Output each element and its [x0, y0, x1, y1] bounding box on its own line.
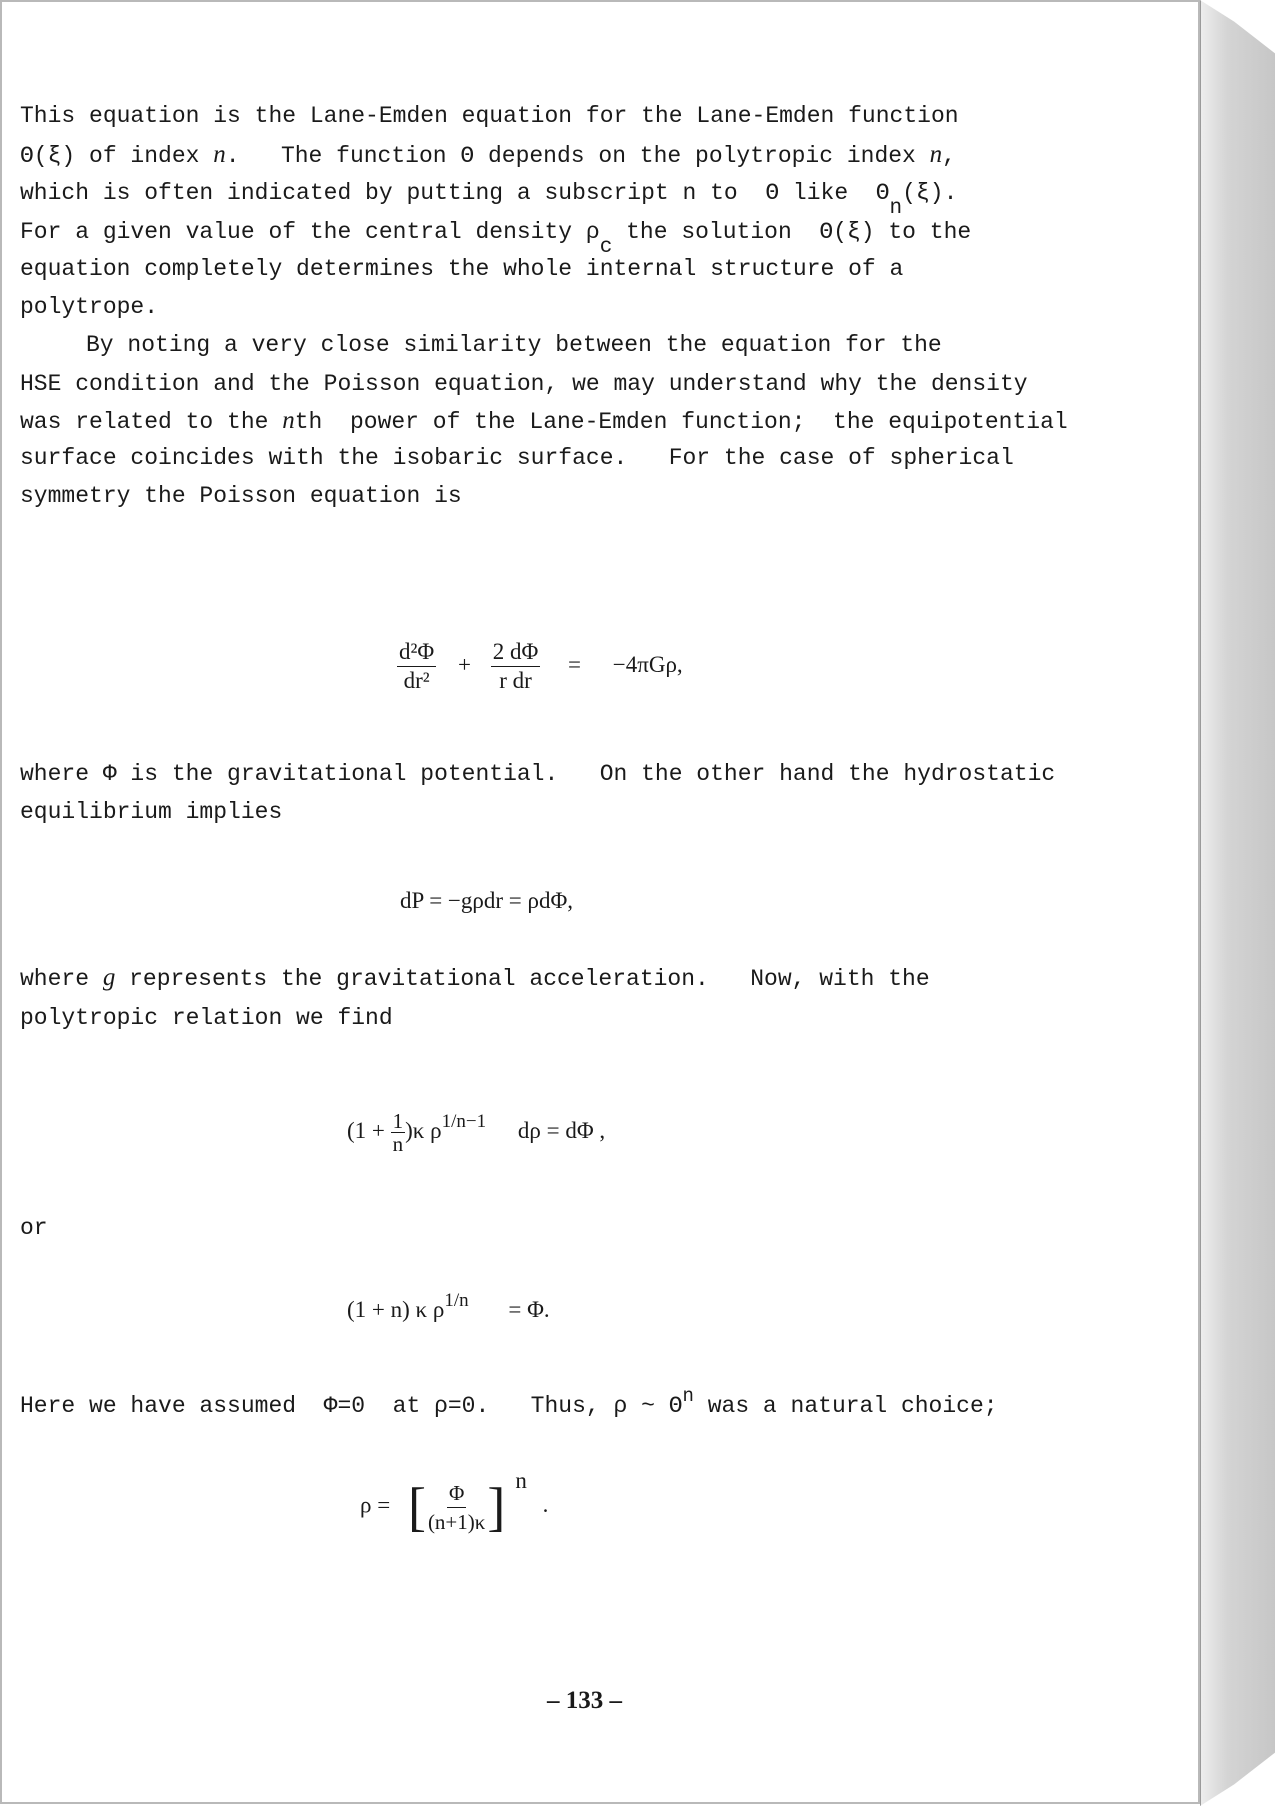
- fraction-2dphi-rdr: $\frac{2 d\Phi}{\text{r dr}}$: [492, 639, 539, 693]
- text-line: was related to the nth power of the Lane-Emden function; the equipotential: [20, 407, 1068, 435]
- fraction-1-over-n: $\frac{1}{n}$: [392, 1109, 404, 1156]
- text-line: surface coincides with the isobaric surface. For the case of spherical: [20, 445, 1014, 471]
- page-stack-edge: [1200, 0, 1275, 1806]
- text-line: Θ(ξ) of index n. The function Θ depends on the polytropic index n,: [20, 141, 956, 169]
- text-line: equation completely determines the whole internal structure of a: [20, 256, 904, 282]
- text-line: polytropic relation we find: [20, 1005, 393, 1031]
- text-line: Here we have assumed Φ=0 at ρ=0. Thus, ρ ~ $\Theta^n$ was a natural choice;: [20, 1385, 998, 1419]
- text-line: By noting a very close similarity between the equation for the: [86, 332, 942, 358]
- text-line: HSE condition and the Poisson equation, we may understand why the density: [20, 371, 1028, 397]
- poisson-equation: $\frac{\text{d²Φ}}{\text{dr²}}$ + $\frac{2 d\Phi}{\text{r dr}}$ = −4πGρ,: [399, 639, 683, 693]
- text-line: symmetry the Poisson equation is: [20, 483, 462, 509]
- text-line: which is often indicated by putting a subscript n to Θ like Θn(ξ).: [20, 180, 958, 220]
- polytropic-relation-equation: (1 + $\frac{1}{n}$ )κ $\rho^{1/n-1}$ dρ = dΦ ,: [347, 1109, 606, 1156]
- fraction-phi-over-n1kappa: $\frac{\Phi}{(n+1)\kappa}$: [427, 1480, 486, 1534]
- hydrostatic-equation: dP = −gρdr = ρdΦ,: [400, 888, 574, 913]
- text-line: For a given value of the central density ρc the solution Θ(ξ) to the: [20, 219, 972, 259]
- text-line: equilibrium implies: [20, 799, 283, 825]
- fraction-d2phi-dr2: $\frac{\text{d²Φ}}{\text{dr²}}$: [399, 639, 435, 693]
- page-number: – 133 –: [547, 1687, 622, 1714]
- text-line: where g represents the gravitational acceleration. Now, with the: [20, 964, 930, 992]
- text-line: where Φ is the gravitational potential. On the other hand the hydrostatic: [20, 761, 1056, 787]
- text-line: This equation is the Lane-Emden equation for the Lane-Emden function: [20, 103, 959, 129]
- text-line: or: [20, 1215, 48, 1241]
- density-equation: ρ = [ $\frac{\Phi}{(n+1)\kappa}$ ] n .: [360, 1468, 549, 1537]
- text-line: polytrope.: [20, 294, 159, 320]
- potential-equation: (1 + n) κ $\rho^{1/n} = \Phi$.: [347, 1290, 550, 1322]
